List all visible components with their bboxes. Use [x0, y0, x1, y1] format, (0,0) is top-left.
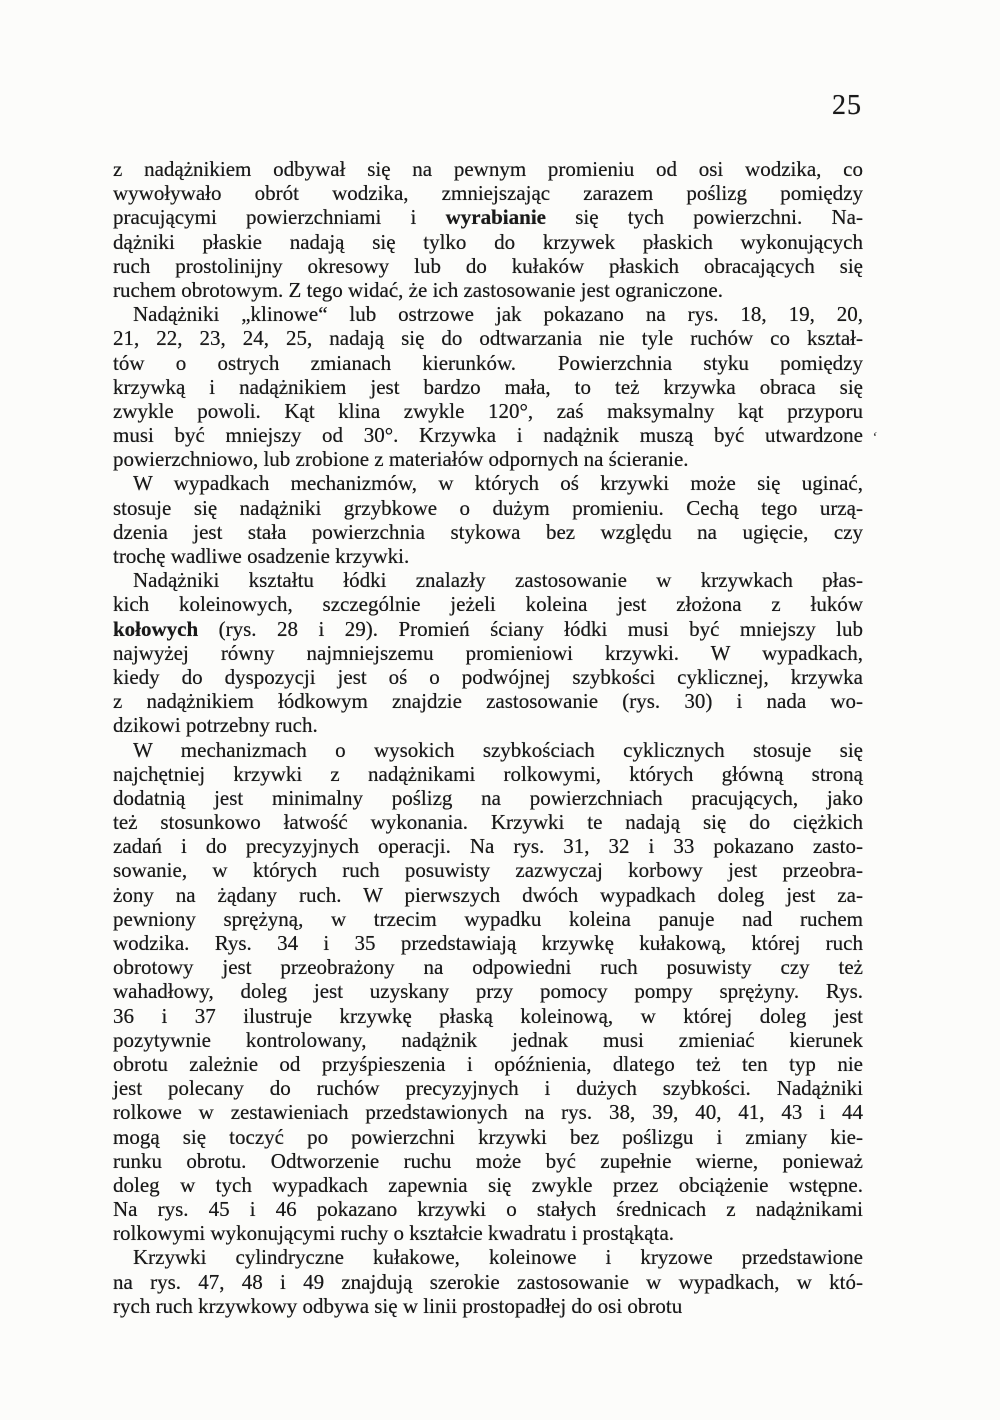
text-line: obrotu zależnie od przyśpieszenia i opóźnienia, dlatego też ten typ nie — [113, 1051, 863, 1076]
text-line: pewniony sprężyną, w trzecim wypadku koleina panuje nad ruchem — [113, 906, 863, 931]
text-line: runku obrotu. Odtworzenie ruchu może być zupełnie wierne, ponieważ — [113, 1148, 863, 1173]
text-line: na rys. 47, 48 i 49 znajdują szerokie zastosowanie w wypadkach, w któ- — [113, 1269, 863, 1294]
text-line: rolkowe w zestawieniach przedstawionych na rys. 38, 39, 40, 41, 43 i 44 — [113, 1100, 863, 1125]
text-line: 21, 22, 23, 24, 25, nadają się do odtwarzania nie tyle ruchów co kształ- — [113, 326, 863, 351]
text-line: rolkowymi wykonującymi ruchy o kształcie kwadratu i prostąkąta. — [113, 1221, 675, 1246]
text-line: wahadłowy, doleg jest uzyskany przy pomocy pompy sprężyny. Rys. — [113, 979, 863, 1004]
text-line: powierzchniowo, lub zrobione z materiałów odpornych na ścieranie. — [113, 447, 689, 472]
text-line: pozytywnie kontrolowany, nadążnik jednak musi zmieniać kierunek — [113, 1027, 863, 1052]
page-number: 25 — [832, 90, 862, 121]
text-line: zadań i do precyzyjnych operacji. Na rys. 31, 32 i 33 pokazano zasto- — [113, 834, 863, 859]
text-line: najchętniej krzywki z nadążnikami rolkowymi, których główną stroną — [113, 761, 863, 786]
text-line: Krzywki cylindryczne kułakowe, koleinowe i kryzowe przedstawione — [133, 1245, 863, 1270]
text-line: kołowych (rys. 28 i 29). Promień ściany łódki musi być mniejszy lub — [113, 616, 863, 641]
text-line: dodatnią jest minimalny poślizg na powierzchniach pracujących, jako — [113, 785, 863, 810]
text-line: żony na żądany ruch. W pierwszych dwóch wypadkach doleg jest za- — [113, 882, 863, 907]
text-line: ruch prostolinijny okresowy lub do kułaków płaskich obracających się — [113, 253, 863, 278]
text-block — [113, 157, 863, 1318]
text-line: W wypadkach mechanizmów, w których oś krzywki może się uginać, — [133, 471, 863, 496]
text-line: kich koleinowych, szczególnie jeżeli koleina jest złożona z łuków — [113, 592, 863, 617]
text-line: z nadążnikiem łódkowym znajdzie zastosowanie (rys. 30) i nada wo- — [113, 689, 863, 714]
text-line: musi być mniejszy od 30°. Krzywka i nadążnik muszą być utwardzone — [113, 423, 863, 448]
text-line: pracującymi powierzchniami i wyrabianie się tych powierzchni. Na- — [113, 205, 863, 230]
text-line: dążniki płaskie nadają się tylko do krzywek płaskich wykonujących — [113, 229, 863, 254]
text-line: ruchem obrotowym. Z tego widać, że ich zastosowanie jest ograniczone. — [113, 277, 723, 302]
text-line: jest polecany do ruchów precyzyjnych i dużych szybkości. Nadążniki — [113, 1076, 863, 1101]
text-line: mogą się toczyć po powierzchni krzywki bez poślizgu i zmiany kie- — [113, 1124, 863, 1149]
text-line: wywoływało obrót wodzika, zmniejszając zarazem poślizg pomiędzy — [113, 181, 863, 206]
text-line: doleg w tych wypadkach zapewnia się zwykle przez obciążenie wstępne. — [113, 1172, 863, 1197]
text-line: Nadążniki „klinowe“ lub ostrzowe jak pokazano na rys. 18, 19, 20, — [133, 302, 863, 327]
text-line: stosuje się nadążniki grzybkowe o dużym promieniu. Cechą tego urzą- — [113, 495, 863, 520]
text-line: z nadążnikiem odbywał się na pewnym promieniu od osi wodzika, co — [113, 157, 863, 181]
text-line: kiedy do dyspozycji jest oś o podwójnej szybkości cyklicznej, krzywka — [113, 664, 863, 689]
text-line: Na rys. 45 i 46 pokazano krzywki o stałych średnicach z nadążnikami — [113, 1197, 863, 1222]
text-line: W mechanizmach o wysokich szybkościach cyklicznych stosuje się — [133, 737, 863, 762]
text-line: najwyżej równy najmniejszemu promieniowi krzywki. W wypadkach, — [113, 640, 863, 665]
text-line: krzywką i nadążnikiem jest bardzo mała, to też krzywka obraca się — [113, 374, 863, 399]
text-line: rych ruch krzywkowy odbywa się w linii prostopadłej do osi obrotu — [113, 1293, 683, 1318]
ink-speck-artifact: ʻ — [870, 429, 879, 447]
text-line: dzikowi potrzebny ruch. — [113, 713, 318, 738]
text-line: tów o ostrych zmianach kierunków. Powierzchnia styku pomiędzy — [113, 350, 863, 375]
text-line: wodzika. Rys. 34 i 35 przedstawiają krzywkę kułakową, której ruch — [113, 931, 863, 955]
text-line: dzenia jest stała powierzchnia stykowa bez względu na ugięcie, czy — [113, 519, 863, 544]
text-line: trochę wadliwe osadzenie krzywki. — [113, 544, 410, 568]
text-line: sowanie, w których ruch posuwisty zazwyczaj korbowy jest przeobra- — [113, 858, 863, 883]
text-line: też stosunkowo łatwość wykonania. Krzywki te nadają się do ciężkich — [113, 810, 863, 835]
text-line: zwykle powoli. Kąt klina zwykle 120°, zaś maksymalny kąt przyporu — [113, 398, 863, 423]
text-line: obrotowy jest przeobrażony na odpowiedni ruch posuwisty czy też — [113, 955, 863, 980]
text-line: 36 i 37 ilustruje krzywkę płaską koleinową, w której doleg jest — [113, 1003, 863, 1028]
text-line: Nadążniki kształtu łódki znalazły zastosowanie w krzywkach płas- — [133, 568, 863, 593]
